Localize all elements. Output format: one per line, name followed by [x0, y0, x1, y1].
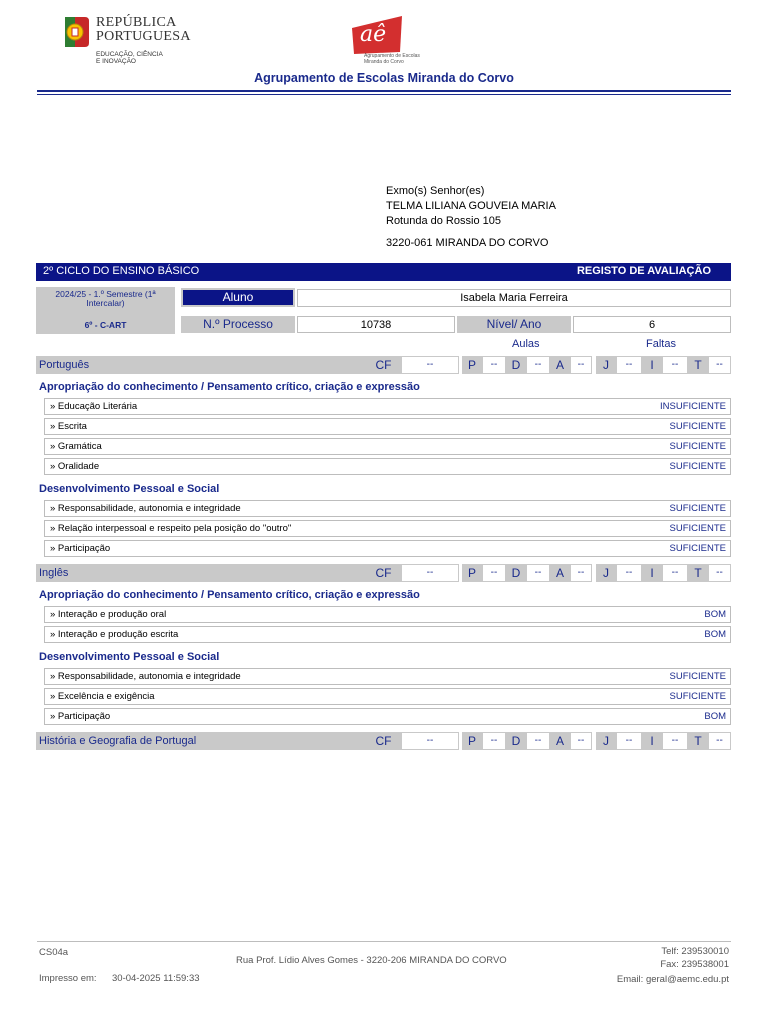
j-value: -- [616, 732, 642, 750]
i-value: -- [662, 356, 688, 374]
i-label: I [642, 564, 662, 582]
school-title: Agrupamento de Escolas Miranda do Corvo [254, 71, 514, 85]
a-label: A [550, 732, 570, 750]
criterion-row: » Educação Literária INSUFICIENTE [44, 398, 731, 415]
cf-value: -- [401, 564, 459, 582]
t-value: -- [708, 356, 731, 374]
criterion-row: » Relação interpessoal e respeito pela posição do "outro" SUFICIENTE [44, 520, 731, 537]
criterion-row: » Gramática SUFICIENTE [44, 438, 731, 455]
criterion-row: » Participação BOM [44, 708, 731, 725]
republica-text: REPÚBLICA PORTUGUESA [96, 15, 191, 44]
ae-subtitle: Agrupamento de Escolas Miranda do Corvo [364, 53, 420, 65]
t-label: T [688, 732, 708, 750]
a-value: -- [570, 732, 592, 750]
criterion-row: » Responsabilidade, autonomia e integridade SUFICIENTE [44, 668, 731, 685]
p-label: P [462, 732, 482, 750]
i-value: -- [662, 564, 688, 582]
header-divider-thin [37, 94, 731, 95]
ae-logo-text: aê [360, 22, 387, 47]
header-divider [37, 90, 731, 92]
period-label: 2024/25 - 1.º Semestre (1ª Intercalar) [55, 289, 156, 308]
subject-row-hgp [36, 732, 731, 750]
level-value: 6 [573, 316, 731, 333]
ministry-text: EDUCAÇÃO, CIÊNCIA E INOVAÇÃO [96, 51, 163, 65]
d-label: D [506, 356, 526, 374]
cf-label: CF [366, 564, 401, 582]
process-label: N.º Processo [181, 316, 295, 333]
a-value: -- [570, 356, 592, 374]
criterion-row: » Responsabilidade, autonomia e integridade SUFICIENTE [44, 500, 731, 517]
a-value: -- [570, 564, 592, 582]
criterion-row: » Escrita SUFICIENTE [44, 418, 731, 435]
t-value: -- [708, 732, 731, 750]
class-label: 6º - C-ART [84, 320, 127, 330]
section-title: Desenvolvimento Pessoal e Social [39, 651, 220, 663]
criterion-row: » Interação e produção oral BOM [44, 606, 731, 623]
faltas-header: Faltas [646, 338, 676, 350]
recipient-street: Rotunda do Rossio 105 [386, 215, 501, 227]
report-title: REGISTO DE AVALIAÇÃO [576, 265, 711, 277]
coat-of-arms-icon [63, 15, 91, 49]
subject-row-portugues [36, 356, 731, 374]
criterion-row: » Participação SUFICIENTE [44, 540, 731, 557]
criterion-row: » Interação e produção escrita BOM [44, 626, 731, 643]
process-number: 10738 [297, 316, 455, 333]
j-label: J [596, 732, 616, 750]
footer-fax: Fax: 239538001 [660, 959, 729, 970]
footer-address: Rua Prof. Lídio Alves Gomes - 3220-206 MIRANDA DO CORVO [236, 955, 507, 966]
d-value: -- [526, 732, 550, 750]
section-title: Apropriação do conhecimento / Pensamento crítico, criação e expressão [39, 381, 420, 393]
student-label: Aluno [183, 290, 293, 305]
t-value: -- [708, 564, 731, 582]
footer-divider [37, 941, 731, 942]
subject-name: Inglês [36, 564, 366, 582]
d-value: -- [526, 564, 550, 582]
i-value: -- [662, 732, 688, 750]
p-value: -- [482, 356, 506, 374]
criterion-row: » Excelência e exigência SUFICIENTE [44, 688, 731, 705]
recipient-postal: 3220-061 MIRANDA DO CORVO [386, 237, 549, 249]
j-label: J [596, 356, 616, 374]
recipient-name: TELMA LILIANA GOUVEIA MARIA [386, 200, 556, 212]
t-label: T [688, 564, 708, 582]
cf-label: CF [366, 732, 401, 750]
d-label: D [506, 732, 526, 750]
p-label: P [462, 564, 482, 582]
printed-date: 30-04-2025 11:59:33 [112, 973, 200, 984]
j-value: -- [616, 356, 642, 374]
aulas-header: Aulas [512, 338, 540, 350]
footer-email: Email: geral@aemc.edu.pt [616, 974, 729, 985]
subject-row-ingles [36, 564, 731, 582]
report-header-bar [36, 263, 731, 281]
footer-phone: Telf: 239530010 [661, 946, 729, 957]
t-label: T [688, 356, 708, 374]
section-title: Desenvolvimento Pessoal e Social [39, 483, 220, 495]
recipient-address [386, 184, 556, 251]
student-name: Isabela Maria Ferreira [297, 289, 731, 307]
p-value: -- [482, 732, 506, 750]
p-value: -- [482, 564, 506, 582]
a-label: A [550, 356, 570, 374]
j-label: J [596, 564, 616, 582]
section-title: Apropriação do conhecimento / Pensamento crítico, criação e expressão [39, 589, 420, 601]
cf-label: CF [366, 356, 401, 374]
subject-name: História e Geografia de Portugal [36, 732, 366, 750]
a-label: A [550, 564, 570, 582]
cf-value: -- [401, 732, 459, 750]
j-value: -- [616, 564, 642, 582]
subject-name: Português [36, 356, 366, 374]
criterion-row: » Oralidade SUFICIENTE [44, 458, 731, 475]
period-box [36, 287, 175, 334]
printed-label: Impresso em: [39, 973, 97, 984]
cf-value: -- [401, 356, 459, 374]
d-label: D [506, 564, 526, 582]
cycle-label: 2º CICLO DO ENSINO BÁSICO [43, 265, 200, 277]
ae-logo [350, 16, 406, 56]
document-code: CS04a [39, 947, 69, 958]
greeting: Exmo(s) Senhor(es) [386, 185, 485, 197]
d-value: -- [526, 356, 550, 374]
i-label: I [642, 356, 662, 374]
level-label: Nível/ Ano [457, 316, 571, 333]
p-label: P [462, 356, 482, 374]
i-label: I [642, 732, 662, 750]
